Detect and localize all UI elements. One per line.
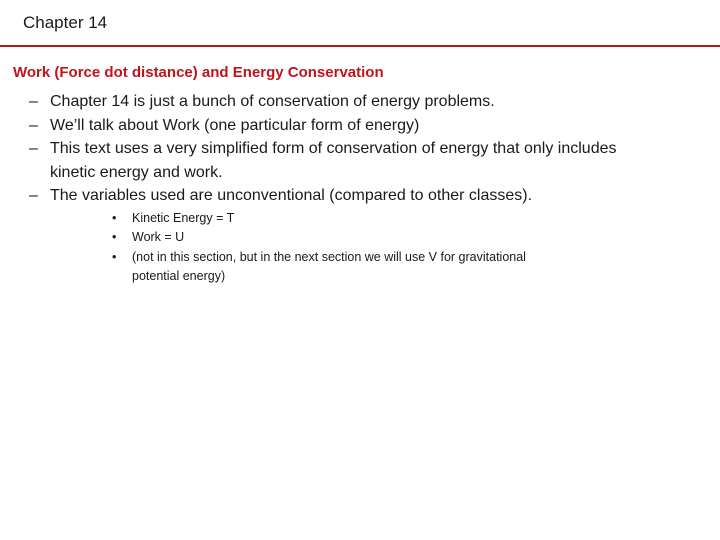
sub-bullet-text: (not in this section, but in the next section we will use V for gravitational potential energy): [132, 249, 526, 283]
sub-bullet-text: Work = U: [132, 230, 185, 244]
sub-bullet-list: [50, 209, 650, 287]
bullet-text: We’ll talk about Work (one particular form of energy): [50, 116, 420, 134]
dash-bullet-marker: –: [29, 140, 38, 157]
bullet-item: [0, 137, 720, 184]
slide-title: Chapter 14: [23, 13, 108, 32]
sub-bullet-item: [50, 228, 650, 248]
section-heading: Work (Force dot distance) and Energy Conservation: [13, 64, 384, 81]
bullet-text: Chapter 14 is just a bunch of conservation of energy problems.: [50, 93, 495, 110]
dash-bullet-marker: –: [29, 93, 38, 110]
bullet-item: [0, 90, 720, 114]
bullet-text: The variables used are unconventional (compared to other classes).: [50, 187, 533, 204]
bullet-text: This text uses a very simplified form of conservation of energy that only includes kinetic energy and work.: [50, 140, 617, 181]
dot-bullet-marker: •: [112, 230, 117, 244]
dash-bullet-marker: –: [29, 187, 38, 204]
sub-bullet-text: Kinetic Energy = T: [132, 210, 235, 225]
dash-bullet-marker: –: [29, 116, 38, 134]
bullet-item: [0, 114, 720, 138]
dot-bullet-marker: •: [112, 210, 117, 225]
title-divider: [0, 45, 720, 47]
bullet-list: [0, 90, 720, 287]
sub-bullet-item: [50, 248, 650, 287]
dot-bullet-marker: •: [112, 249, 117, 264]
sub-bullet-item: [50, 209, 650, 229]
bullet-item: [0, 184, 720, 287]
